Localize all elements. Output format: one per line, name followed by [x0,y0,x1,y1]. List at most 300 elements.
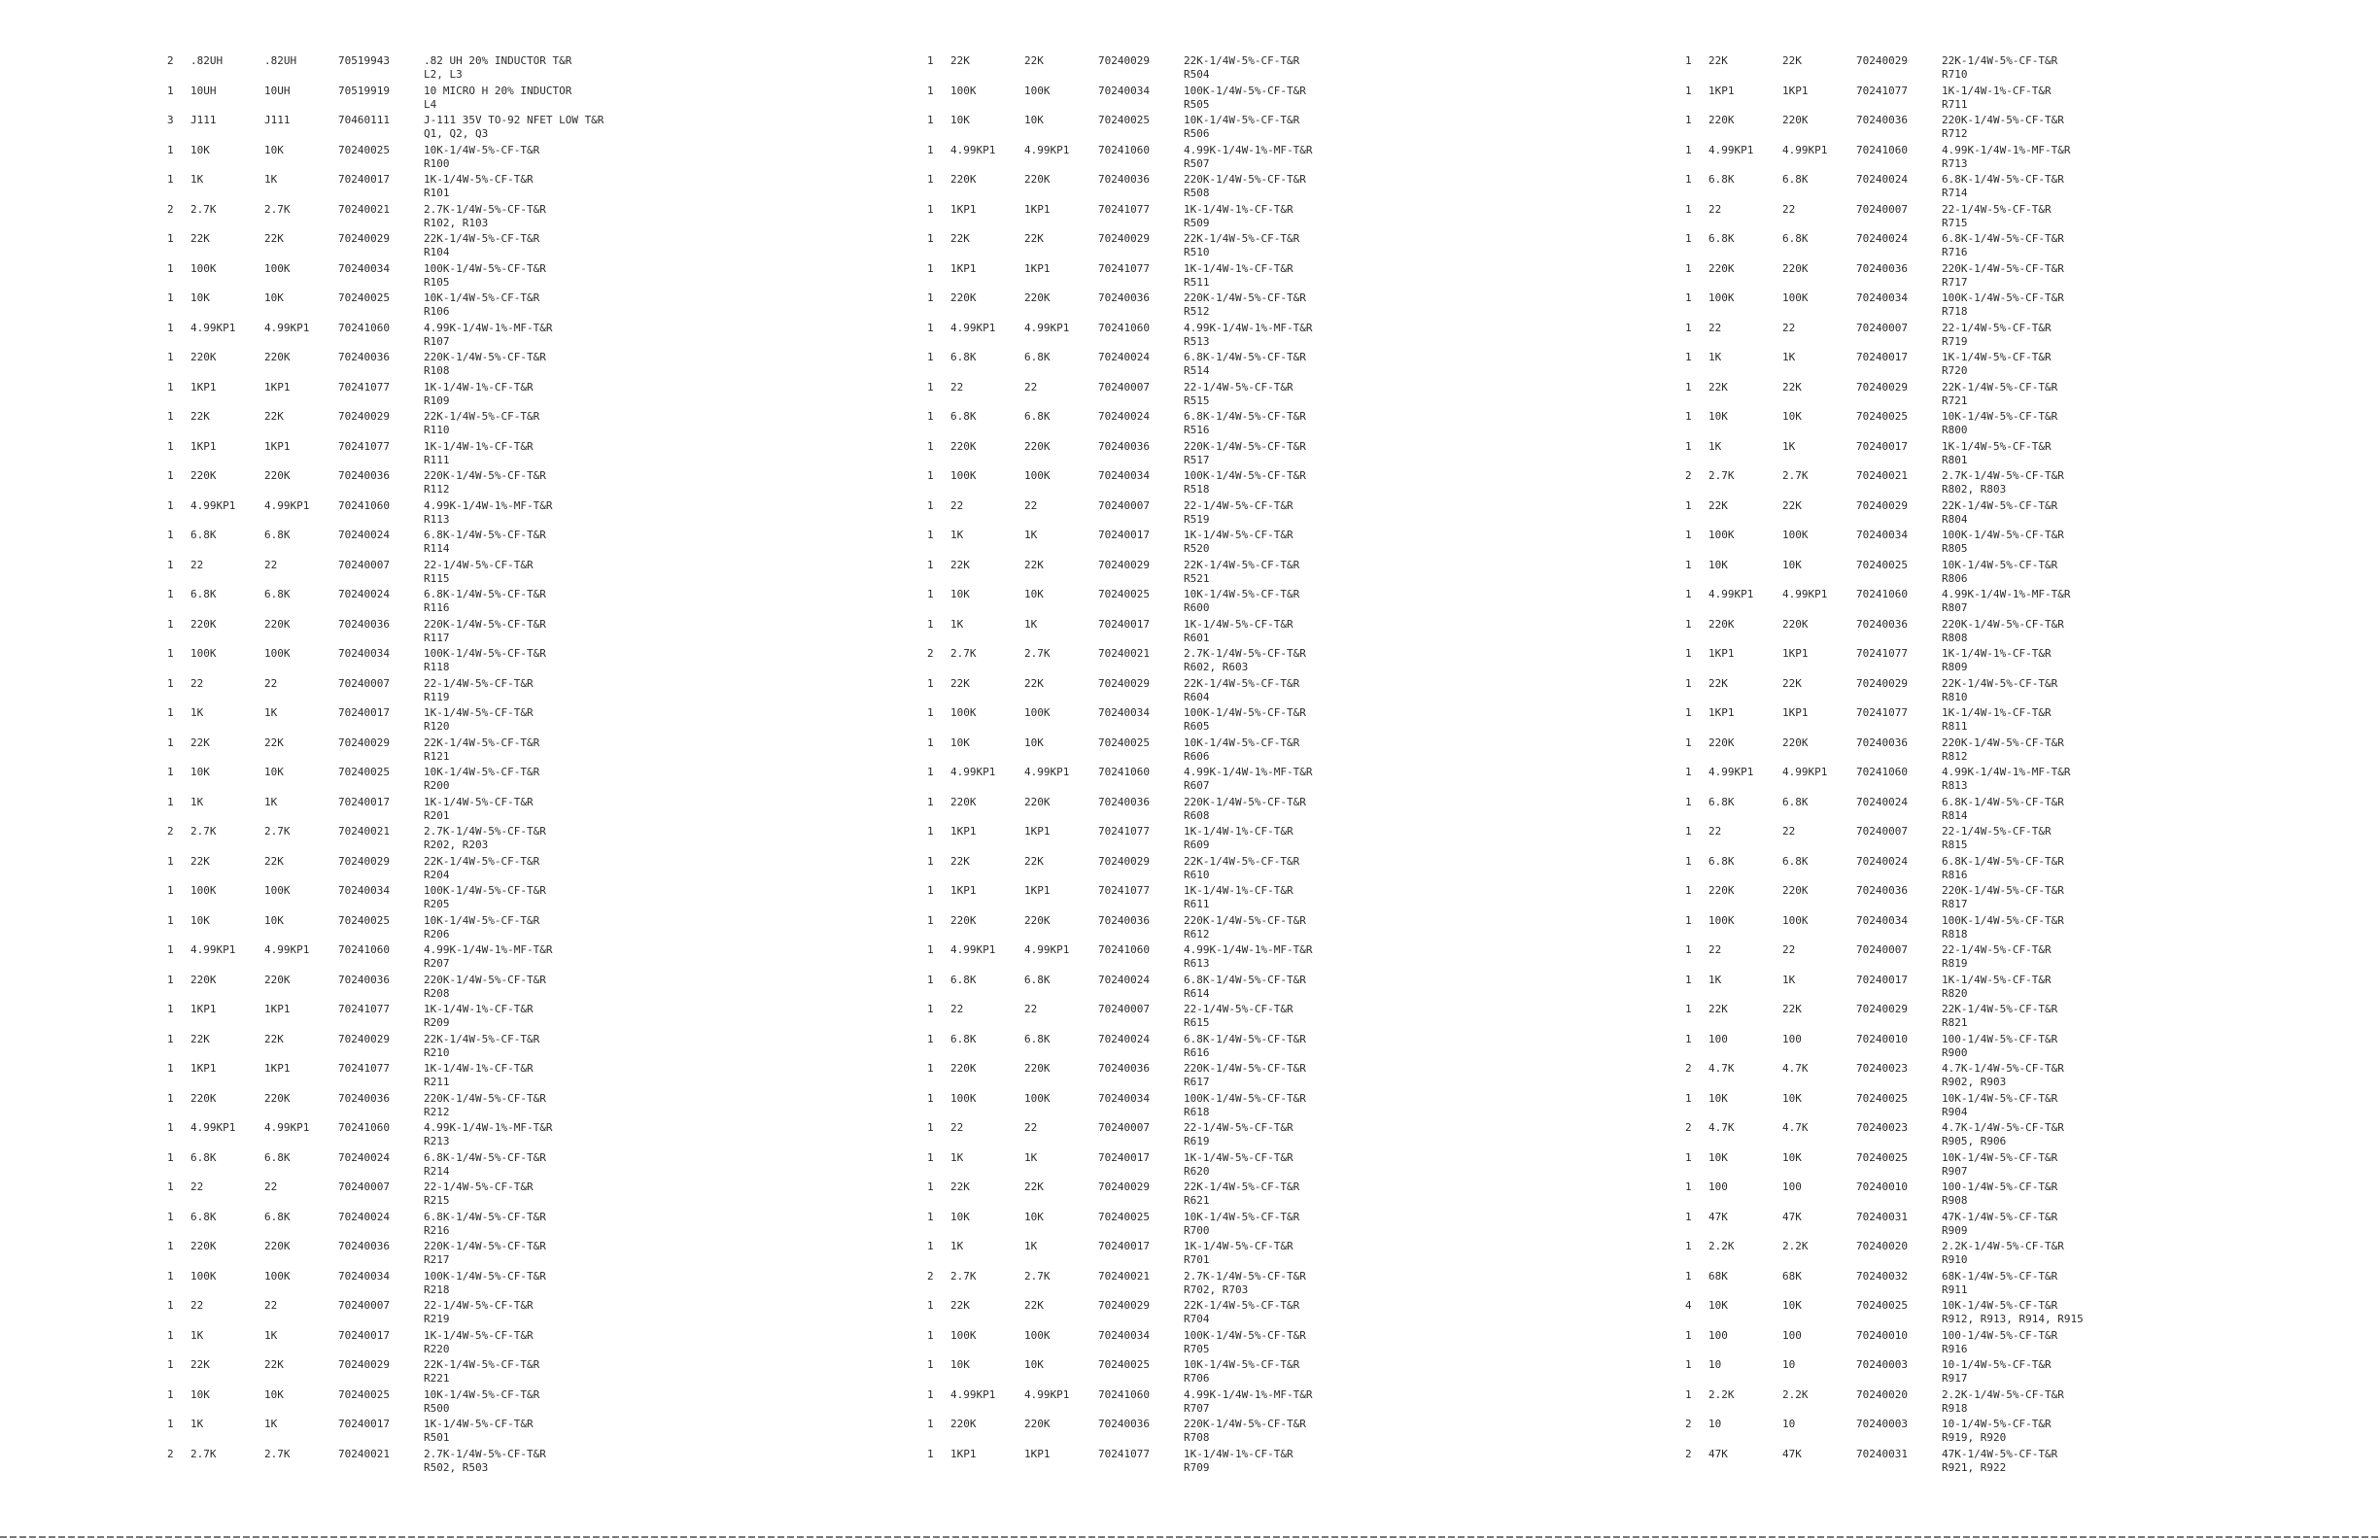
quantity-cell: 1 [167,1121,174,1134]
quantity-cell: 1 [167,469,174,482]
value-cell: 1KP1 [1708,647,1735,660]
description-cell: 220K-1/4W-5%-CF-T&R [1184,173,1306,186]
description-cell: 6.8K-1/4W-5%-CF-T&R [424,1150,546,1164]
reference-designator-cell: R514 [1184,364,1210,377]
part-number-cell: 70240007 [338,1181,390,1193]
value-alt-cell: 100K [1782,291,1809,304]
part-number-cell: 70241077 [1098,825,1150,838]
quantity-cell: 1 [1685,884,1692,897]
quantity-cell: 1 [1685,498,1692,512]
description-cell: 22K-1/4W-5%-CF-T&R [1942,676,2058,690]
part-number-cell: 70240029 [1098,1181,1150,1193]
quantity-cell: 1 [167,1240,174,1252]
reference-designator-cell: R613 [1184,957,1210,970]
value-alt-cell: 100 [1782,1181,1802,1193]
reference-designator-cell: R712 [1942,127,1968,140]
description-cell: 10K-1/4W-5%-CF-T&R [424,766,540,778]
quantity-cell: 2 [1685,1121,1692,1134]
value-alt-cell: 4.99KP1 [1782,143,1828,156]
value-cell: 22K [1708,380,1728,394]
part-number-cell: 70240024 [1856,795,1908,808]
value-cell: 68K [1708,1269,1728,1283]
quantity-cell: 1 [167,558,174,571]
description-cell: 10K-1/4W-5%-CF-T&R [1184,114,1300,126]
description-cell: 1K-1/4W-5%-CF-T&R [424,1328,534,1342]
reference-designator-cell: R909 [1942,1223,1968,1237]
value-cell: 1KP1 [950,261,977,275]
description-cell: 47K-1/4W-5%-CF-T&R [1942,1210,2058,1223]
value-alt-cell: 2.2K [1782,1387,1809,1401]
value-alt-cell: 1K [264,173,278,186]
value-cell: 10K [190,143,210,156]
part-number-cell: 70240025 [338,1387,390,1401]
description-cell: 2.7K-1/4W-5%-CF-T&R [424,825,546,838]
part-number-cell: 70240017 [338,173,390,186]
value-cell: 100K [1708,291,1735,304]
part-number-cell: 70240036 [338,617,390,631]
description-cell: 10K-1/4W-5%-CF-T&R [1184,588,1300,600]
part-number-cell: 70240032 [1856,1269,1908,1283]
description-cell: 22-1/4W-5%-CF-T&R [1184,380,1293,394]
quantity-cell: 1 [167,795,174,808]
reference-designator-cell: R705 [1184,1342,1210,1355]
reference-designator-cell: R512 [1184,305,1210,318]
value-alt-cell: 22K [1782,1003,1802,1015]
value-alt-cell: 10K [1024,114,1044,126]
value-cell: 1K [190,1418,204,1430]
value-alt-cell: 220K [1782,261,1809,275]
part-number-cell: 70240017 [1098,529,1150,541]
part-number-cell: 70240025 [1098,588,1150,600]
description-cell: 1K-1/4W-1%-CF-T&R [424,380,534,394]
value-cell: 10 [1708,1358,1722,1371]
reference-designator-cell: R509 [1184,216,1210,229]
part-number-cell: 70240029 [338,1032,390,1045]
value-cell: 220K [190,469,217,482]
value-alt-cell: 1KP1 [1782,706,1809,719]
value-cell: 22K [950,1181,970,1193]
value-cell: 4.99KP1 [1708,143,1754,156]
quantity-cell: 1 [927,380,934,394]
reference-designator-cell: R811 [1942,720,1968,733]
value-cell: 6.8K [1708,854,1735,868]
description-cell: 10K-1/4W-5%-CF-T&R [1942,410,2058,423]
quantity-cell: 1 [927,1062,934,1075]
quantity-cell: 1 [927,439,934,453]
part-number-cell: 70240025 [1856,410,1908,423]
quantity-cell: 1 [167,1181,174,1193]
description-cell: 6.8K-1/4W-5%-CF-T&R [1942,232,2064,245]
description-cell: 10K-1/4W-5%-CF-T&R [424,143,540,156]
value-cell: 220K [190,973,217,986]
part-number-cell: 70241077 [1856,706,1908,719]
quantity-cell: 1 [1685,943,1692,956]
value-cell: 220K [950,1418,977,1430]
value-cell: 4.99KP1 [950,321,996,334]
value-cell: 220K [190,351,217,363]
part-number-cell: 70240020 [1856,1240,1908,1252]
reference-designator-cell: R110 [424,424,450,436]
value-alt-cell: 22K [1024,1181,1044,1193]
value-alt-cell: 22K [264,232,284,245]
description-cell: 22-1/4W-5%-CF-T&R [1184,498,1293,512]
value-alt-cell: 100K [1024,84,1051,97]
part-number-cell: 70240036 [1856,261,1908,275]
description-cell: 1K-1/4W-5%-CF-T&R [1942,439,2052,453]
part-number-cell: 70240029 [338,736,390,749]
part-number-cell: 70240034 [1098,1328,1150,1342]
description-cell: 1K-1/4W-5%-CF-T&R [1184,1240,1293,1252]
description-cell: 6.8K-1/4W-5%-CF-T&R [1942,173,2064,186]
value-cell: 100 [1708,1032,1728,1045]
description-cell: 4.99K-1/4W-1%-MF-T&R [1184,143,1313,156]
reference-designator-cell: R900 [1942,1045,1968,1059]
description-cell: 1K-1/4W-1%-CF-T&R [1942,84,2052,97]
value-alt-cell: 1KP1 [264,1003,291,1015]
part-number-cell: 70519919 [338,84,390,97]
quantity-cell: 2 [1685,1447,1692,1460]
value-cell: 22 [190,558,204,571]
description-cell: 220K-1/4W-5%-CF-T&R [424,351,546,363]
description-cell: 4.99K-1/4W-1%-MF-T&R [1184,766,1313,778]
description-cell: 220K-1/4W-5%-CF-T&R [424,1240,546,1252]
value-cell: 100K [950,1091,977,1105]
value-alt-cell: 1K [1024,529,1038,541]
reference-designator-cell: R101 [424,187,450,199]
quantity-cell: 1 [1685,647,1692,660]
value-cell: 6.8K [1708,232,1735,245]
reference-designator-cell: R708 [1184,1431,1210,1444]
quantity-cell: 1 [167,1387,174,1401]
value-alt-cell: 22 [1024,380,1038,394]
quantity-cell: 1 [927,795,934,808]
quantity-cell: 1 [927,1032,934,1045]
quantity-cell: 1 [1685,84,1692,97]
value-cell: 10K [1708,1150,1728,1164]
reference-designator-cell: R506 [1184,127,1210,140]
value-cell: 10K [190,913,210,927]
description-cell: 1K-1/4W-1%-CF-T&R [1184,202,1293,216]
reference-designator-cell: R116 [424,601,450,614]
value-cell: 100K [950,706,977,719]
value-alt-cell: 100K [264,1269,291,1283]
reference-designator-cell: R907 [1942,1164,1968,1178]
reference-designator-cell: R206 [424,927,450,941]
quantity-cell: 1 [1685,232,1692,245]
description-cell: 220K-1/4W-5%-CF-T&R [1184,913,1306,927]
part-number-cell: 70240025 [1098,1358,1150,1371]
value-cell: 22 [950,1121,964,1134]
quantity-cell: 1 [927,351,934,363]
part-number-cell: 70240007 [338,676,390,690]
quantity-cell: 1 [927,173,934,186]
value-alt-cell: 22 [264,676,278,690]
value-cell: 220K [950,1062,977,1075]
description-cell: 22-1/4W-5%-CF-T&R [1942,943,2052,956]
description-cell: 22K-1/4W-5%-CF-T&R [1184,54,1300,67]
value-cell: 22K [950,232,970,245]
reference-designator-cell: R904 [1942,1105,1968,1118]
quantity-cell: 1 [927,469,934,482]
quantity-cell: 1 [1685,439,1692,453]
value-alt-cell: 1K [1782,973,1796,986]
value-alt-cell: 4.99KP1 [1024,943,1070,956]
description-cell: 10K-1/4W-5%-CF-T&R [1184,1210,1300,1223]
value-alt-cell: 4.99KP1 [1024,143,1070,156]
part-number-cell: 70240034 [1856,913,1908,927]
quantity-cell: 1 [1685,1091,1692,1105]
reference-designator-cell: R713 [1942,156,1968,170]
quantity-cell: 2 [167,54,174,67]
part-number-cell: 70240024 [1098,1032,1150,1045]
description-cell: 10K-1/4W-5%-CF-T&R [424,291,540,304]
value-alt-cell: 22K [264,410,284,423]
quantity-cell: 1 [167,439,174,453]
quantity-cell: 1 [927,1091,934,1105]
reference-designator-cell: R520 [1184,542,1210,555]
description-cell: 22K-1/4W-5%-CF-T&R [424,736,540,749]
value-cell: 22K [190,854,210,868]
value-cell: 4.7K [1708,1062,1735,1075]
quantity-cell: 1 [927,736,934,749]
value-cell: 1KP1 [190,1003,217,1015]
part-number-cell: 70240031 [1856,1447,1908,1460]
quantity-cell: 1 [1685,706,1692,719]
quantity-cell: 1 [167,173,174,186]
value-cell: 100K [190,1269,217,1283]
value-alt-cell: 220K [1024,291,1051,304]
reference-designator-cell: R620 [1184,1164,1210,1178]
value-alt-cell: 1K [264,1328,278,1342]
part-number-cell: 70240010 [1856,1328,1908,1342]
value-cell: 1KP1 [950,825,977,838]
quantity-cell: 1 [167,261,174,275]
reference-designator-cell: R621 [1184,1194,1210,1207]
part-number-cell: 70240024 [1098,973,1150,986]
description-cell: 1K-1/4W-5%-CF-T&R [1184,529,1293,541]
reference-designator-cell: R815 [1942,838,1968,851]
quantity-cell: 1 [167,588,174,600]
part-number-cell: 70240024 [1098,410,1150,423]
quantity-cell: 1 [927,410,934,423]
part-number-cell: 70240007 [1856,825,1908,838]
part-number-cell: 70241077 [1856,647,1908,660]
value-cell: 22K [950,854,970,868]
description-cell: 10K-1/4W-5%-CF-T&R [1184,1358,1300,1371]
part-number-cell: 70240036 [1856,884,1908,897]
reference-designator-cell: R500 [424,1401,450,1415]
value-alt-cell: 100K [1024,469,1051,482]
quantity-cell: 1 [167,854,174,868]
description-cell: 4.99K-1/4W-1%-MF-T&R [424,321,553,334]
reference-designator-cell: R118 [424,661,450,673]
part-number-cell: 70240021 [1098,1269,1150,1283]
value-cell: 6.8K [950,973,977,986]
reference-designator-cell: R817 [1942,898,1968,910]
value-cell: 4.99KP1 [190,321,236,334]
reference-designator-cell: R720 [1942,364,1968,377]
reference-designator-cell: R219 [424,1313,450,1325]
part-number-cell: 70240025 [1856,558,1908,571]
description-cell: 220K-1/4W-5%-CF-T&R [424,973,546,986]
value-cell: 100K [1708,913,1735,927]
quantity-cell: 1 [167,943,174,956]
reference-designator-cell: R113 [424,512,450,526]
value-cell: 22 [190,1299,204,1312]
value-alt-cell: 220K [264,1091,291,1105]
description-cell: 22-1/4W-5%-CF-T&R [1184,1003,1293,1015]
value-cell: 100K [950,469,977,482]
value-alt-cell: 1KP1 [1024,202,1051,216]
value-alt-cell: 4.99KP1 [264,321,310,334]
value-cell: 22K [1708,498,1728,512]
description-cell: 22K-1/4W-5%-CF-T&R [1184,558,1300,571]
part-number-cell: 70241077 [1856,84,1908,97]
quantity-cell: 1 [927,913,934,927]
description-cell: 4.99K-1/4W-1%-MF-T&R [424,943,553,956]
value-alt-cell: 100K [1024,706,1051,719]
description-cell: 10-1/4W-5%-CF-T&R [1942,1358,2052,1371]
value-cell: 2.7K [1708,469,1735,482]
reference-designator-cell: L2, L3 [424,68,463,81]
description-cell: 100K-1/4W-5%-CF-T&R [1184,1091,1306,1105]
value-cell: 220K [950,439,977,453]
description-cell: 1K-1/4W-5%-CF-T&R [1942,973,2052,986]
part-number-cell: 70241060 [1856,143,1908,156]
description-cell: 22-1/4W-5%-CF-T&R [1942,321,2052,334]
quantity-cell: 1 [1685,291,1692,304]
quantity-cell: 1 [167,232,174,245]
reference-designator-cell: R501 [424,1431,450,1444]
reference-designator-cell: R918 [1942,1401,1968,1415]
reference-designator-cell: R212 [424,1105,450,1118]
value-cell: 1KP1 [950,884,977,897]
description-cell: 22K-1/4W-5%-CF-T&R [1184,232,1300,245]
value-alt-cell: 4.7K [1782,1062,1809,1075]
description-cell: 10K-1/4W-5%-CF-T&R [1942,1299,2058,1312]
reference-designator-cell: R818 [1942,927,1968,941]
value-cell: 1K [190,795,204,808]
description-cell: 220K-1/4W-5%-CF-T&R [1184,795,1306,808]
part-number-cell: 70240029 [1856,54,1908,67]
quantity-cell: 1 [1685,1328,1692,1342]
reference-designator-cell: R615 [1184,1016,1210,1029]
value-cell: 22K [190,410,210,423]
reference-designator-cell: R608 [1184,808,1210,822]
value-alt-cell: 6.8K [264,1150,291,1164]
part-number-cell: 70240034 [338,647,390,660]
reference-designator-cell: R205 [424,898,450,910]
value-cell: 1K [950,617,964,631]
value-alt-cell: 22 [1782,321,1796,334]
part-number-cell: 70240029 [1098,558,1150,571]
quantity-cell: 1 [1685,676,1692,690]
value-alt-cell: 68K [1782,1269,1802,1283]
reference-designator-cell: R100 [424,156,450,170]
quantity-cell: 4 [1685,1299,1692,1312]
reference-designator-cell: R814 [1942,808,1968,822]
reference-designator-cell: R908 [1942,1194,1968,1207]
description-cell: 68K-1/4W-5%-CF-T&R [1942,1269,2058,1283]
value-alt-cell: 22K [1024,1299,1044,1312]
description-cell: 100K-1/4W-5%-CF-T&R [1942,913,2064,927]
description-cell: 1K-1/4W-1%-CF-T&R [1184,825,1293,838]
part-number-cell: 70240036 [1098,795,1150,808]
part-number-cell: 70241060 [1098,143,1150,156]
value-alt-cell: 22 [264,1299,278,1312]
description-cell: 2.2K-1/4W-5%-CF-T&R [1942,1387,2064,1401]
part-number-cell: 70240025 [338,291,390,304]
value-alt-cell: 220K [1782,884,1809,897]
description-cell: 100K-1/4W-5%-CF-T&R [424,647,546,660]
value-cell: 10 [1708,1418,1722,1430]
value-cell: 6.8K [950,351,977,363]
value-alt-cell: 220K [1782,617,1809,631]
quantity-cell: 1 [167,410,174,423]
reference-designator-cell: R612 [1184,927,1210,941]
value-cell: 220K [1708,617,1735,631]
description-cell: 47K-1/4W-5%-CF-T&R [1942,1447,2058,1460]
value-cell: .82UH [190,54,224,67]
quantity-cell: 1 [1685,380,1692,394]
value-alt-cell: 10K [1024,736,1044,749]
value-cell: 22K [190,1358,210,1371]
part-number-cell: 70240025 [1856,1299,1908,1312]
reference-designator-cell: R616 [1184,1045,1210,1059]
value-alt-cell: 22 [264,1181,278,1193]
value-cell: 100K [950,1328,977,1342]
reference-designator-cell: R606 [1184,749,1210,763]
quantity-cell: 1 [927,84,934,97]
quantity-cell: 1 [927,498,934,512]
quantity-cell: 2 [167,825,174,838]
quantity-cell: 1 [1685,410,1692,423]
value-cell: 4.99KP1 [190,1121,236,1134]
value-alt-cell: 2.7K [1024,1269,1051,1283]
value-cell: 2.2K [1708,1240,1735,1252]
part-number-cell: 70240036 [1856,617,1908,631]
part-number-cell: 70241060 [1098,321,1150,334]
value-alt-cell: 10UH [264,84,291,97]
description-cell: 4.99K-1/4W-1%-MF-T&R [1184,321,1313,334]
value-alt-cell: 4.99KP1 [264,943,310,956]
reference-designator-cell: R102, R103 [424,216,489,229]
reference-designator-cell: R700 [1184,1223,1210,1237]
part-number-cell: 70240021 [1098,647,1150,660]
description-cell: .82 UH 20% INDUCTOR T&R [424,54,572,67]
part-number-cell: 70240017 [1098,1240,1150,1252]
part-number-cell: 70240036 [338,973,390,986]
quantity-cell: 1 [167,913,174,927]
reference-designator-cell: R220 [424,1342,450,1355]
value-alt-cell: 1KP1 [1782,84,1809,97]
part-number-cell: 70240029 [1856,1003,1908,1015]
reference-designator-cell: R808 [1942,631,1968,644]
part-number-cell: 70240007 [338,558,390,571]
part-number-cell: 70240020 [1856,1387,1908,1401]
value-cell: 22K [190,1032,210,1045]
part-number-cell: 70240021 [338,825,390,838]
description-cell: 1K-1/4W-1%-CF-T&R [1942,706,2052,719]
reference-designator-cell: R618 [1184,1105,1210,1118]
reference-designator-cell: R201 [424,808,450,822]
reference-designator-cell: R813 [1942,779,1968,792]
value-alt-cell: 1KP1 [1782,647,1809,660]
value-alt-cell: 10K [264,913,284,927]
quantity-cell: 1 [167,884,174,897]
part-number-cell: 70240017 [1098,1150,1150,1164]
reference-designator-cell: R109 [424,394,450,407]
